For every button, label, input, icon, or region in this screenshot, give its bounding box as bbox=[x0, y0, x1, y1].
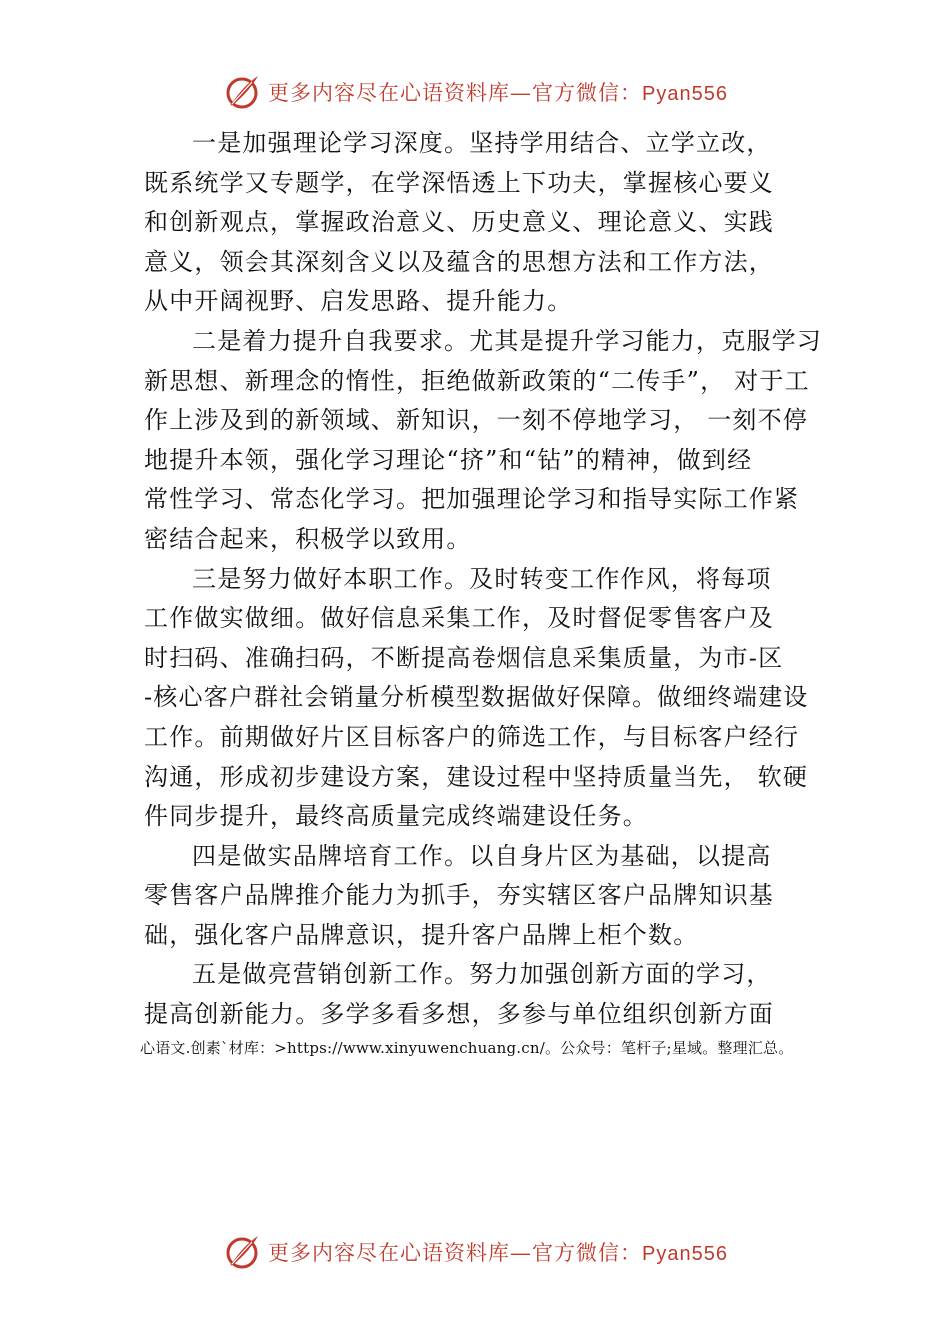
footer-banner-separator: — bbox=[510, 1241, 533, 1265]
footer-source-note: 心语文.创素`材库：>https://www.xinyuwenchuang.cn/。公众号：笔杆子;星域。整理汇总。 bbox=[140, 1039, 794, 1057]
header-wechat-id: Pyan556 bbox=[642, 83, 728, 105]
text-line: 从中开阔视野、启发思路、提升能力。 bbox=[144, 287, 573, 316]
text-line: 件同步提升，最终高质量完成终端建设任务。 bbox=[144, 802, 648, 831]
text-line: 新思想、新理念的惰性，拒绝做新政策的“二传手”， 对于工 bbox=[144, 366, 810, 395]
text-line: 二是着力提升自我要求。尤其是提升学习能力，克服学习 bbox=[192, 326, 822, 355]
text-line: 沟通，形成初步建设方案，建设过程中坚持质量当先， 软硬 bbox=[144, 762, 809, 791]
text-line: 时扫码、准确扫码，不断提高卷烟信息采集质量，为市-区 bbox=[144, 643, 784, 672]
quill-logo-icon bbox=[222, 72, 262, 112]
text-line: 工作做实做细。做好信息采集工作，及时督促零售客户及 bbox=[144, 604, 774, 633]
text-line: -核心客户群社会销量分析模型数据做好保障。做细终端建设 bbox=[144, 683, 809, 712]
footer-banner-text bbox=[268, 1237, 728, 1267]
text-line: 三是努力做好本职工作。及时转变工作作风，将每项 bbox=[192, 564, 772, 593]
footer-banner bbox=[0, 1230, 950, 1274]
text-line: 提高创新能力。多学多看多想，多参与单位组织创新方面 bbox=[144, 1000, 774, 1029]
text-line: 和创新观点，掌握政治意义、历史意义、理论意义、实践 bbox=[144, 208, 774, 237]
text-line: 常性学习、常态化学习。把加强理论学习和指导实际工作紧 bbox=[144, 485, 800, 514]
footer-wechat-id: Pyan556 bbox=[642, 1243, 728, 1265]
header-banner-text bbox=[268, 77, 728, 107]
quill-logo-icon bbox=[222, 1232, 262, 1272]
text-line: 作上涉及到的新领域、新知识，一刻不停地学习， 一刻不停 bbox=[144, 406, 809, 435]
header-banner-separator: — bbox=[510, 81, 533, 105]
text-line: 一是加强理论学习深度。坚持学用结合、立学立改， bbox=[192, 129, 772, 157]
text-line: 零售客户品牌推介能力为抓手，夯实辖区客户品牌知识基 bbox=[144, 881, 774, 910]
text-line: 工作。前期做好片区目标客户的筛选工作，与目标客户经行 bbox=[144, 722, 800, 751]
header-banner bbox=[0, 70, 950, 114]
header-wechat-label: 官方微信： bbox=[532, 81, 643, 105]
header-banner-title: 更多内容尽在心语资料库 bbox=[268, 81, 511, 105]
text-line: 意义，领会其深刻含义以及蕴含的思想方法和工作方法， bbox=[144, 247, 774, 276]
text-line: 四是做实品牌培育工作。以自身片区为基础，以提高 bbox=[192, 841, 772, 870]
document-body bbox=[144, 124, 834, 1035]
text-line: 密结合起来，积极学以致用。 bbox=[144, 524, 472, 553]
footer-banner-title: 更多内容尽在心语资料库 bbox=[268, 1241, 511, 1265]
text-line: 五是做亮营销创新工作。努力加强创新方面的学习， bbox=[192, 960, 772, 989]
text-line: 地提升本领，强化学习理论“挤”和“钻”的精神，做到经 bbox=[144, 445, 753, 474]
footer-wechat-label: 官方微信： bbox=[532, 1241, 643, 1265]
text-line: 既系统学又专题学，在学深悟透上下功夫，掌握核心要义 bbox=[144, 168, 774, 197]
text-line: 础，强化客户品牌意识，提升客户品牌上柜个数。 bbox=[144, 920, 699, 949]
